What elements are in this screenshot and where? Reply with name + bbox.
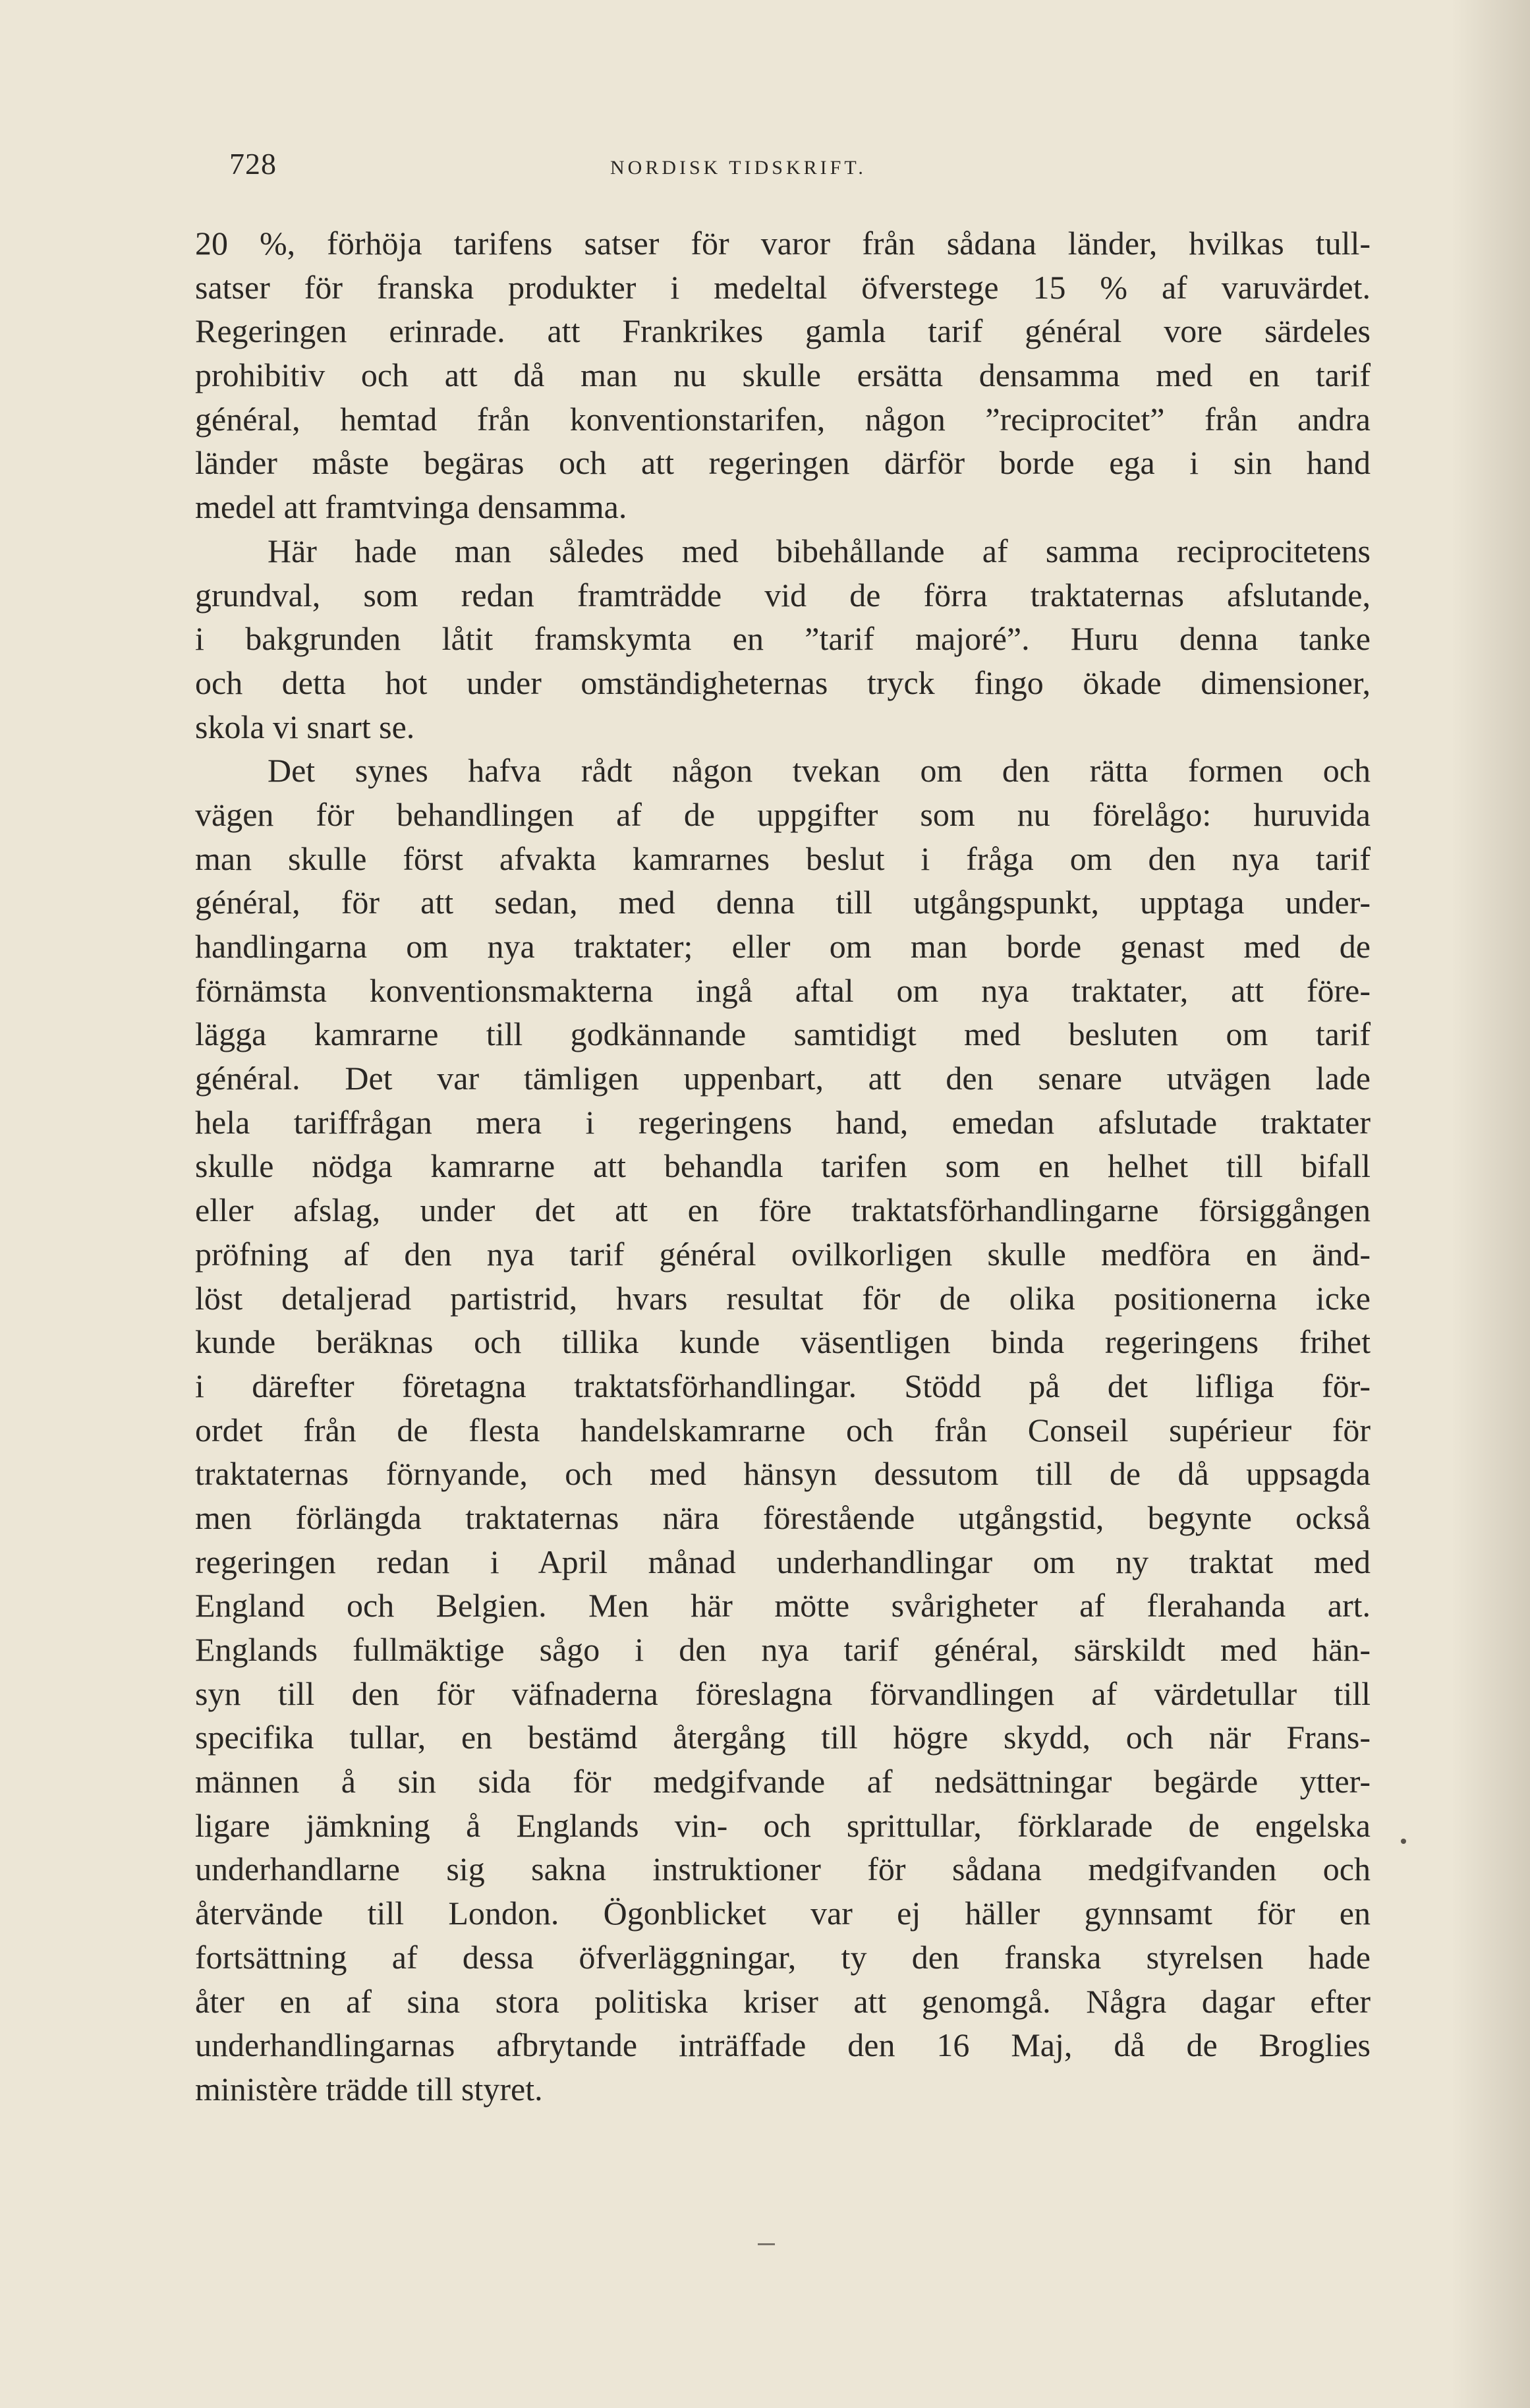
text-line: ordet från de flesta handelskamrarne och från Conseil supérieur för (195, 1411, 1371, 1448)
text-line: skulle nödga kamrarne att behandla tarifen som en helhet till bifall (195, 1147, 1371, 1185)
text-line: handlingarna om nya traktater; eller om man borde genast med de (195, 928, 1371, 965)
text-line: men förlängda traktaternas nära förestående utgångstid, begynte också (195, 1499, 1371, 1536)
text-line-last: ministère trädde till styret. (195, 2070, 543, 2107)
text-line: underhandlingarnas afbrytande inträffade den 16 Maj, då de Broglies (195, 2026, 1371, 2064)
body-text (195, 221, 1371, 2111)
text-line: man skulle först afvakta kamrarnes beslut i fråga om den nya tarif (195, 840, 1371, 877)
text-line: förnämsta konventionsmakterna ingå aftal om nya traktater, att före- (195, 971, 1371, 1009)
text-line: Englands fullmäktige sågo i den nya tarif général, särskildt med hän- (195, 1631, 1371, 1668)
page-edge-shadow (1451, 0, 1530, 2408)
text-line-last: skola vi snart se. (195, 708, 415, 745)
text-line: i bakgrunden låtit framskymta en ”tarif majoré”. Huru denna tanke (195, 620, 1371, 658)
text-line: specifika tullar, en bestämd återgång till högre skydd, och när Frans- (195, 1719, 1371, 1756)
text-line-last: medel att framtvinga densamma. (195, 488, 627, 526)
running-head (195, 146, 1368, 192)
text-line: général. Det var tämligen uppenbart, att den senare utvägen lade (195, 1060, 1371, 1097)
text-line: England och Belgien. Men här mötte svårigheter af flerahanda art. (195, 1587, 1371, 1624)
text-line: vägen för behandlingen af de uppgifter som nu förelågo: huruvida (195, 795, 1371, 833)
text-line: Regeringen erinrade. att Frankrikes gamla tarif général vore särdeles (195, 312, 1371, 350)
paragraph-start: Här hade man således med bibehållande af samma reciprocitetens (268, 532, 1371, 569)
journal-title: NORDISK TIDSKRIFT. (610, 157, 866, 179)
text-line: satser för franska produkter i medeltal öfverstege 15 % af varuvärdet. (195, 268, 1371, 306)
text-line: och detta hot under omständigheternas tryck fingo ökade dimensioner, (195, 664, 1371, 701)
text-line: länder måste begäras och att regeringen därför borde ega i sin hand (195, 444, 1371, 482)
margin-ink-dot (1401, 1839, 1406, 1844)
text-line: återvände till London. Ögonblicket var ej häller gynnsamt för en (195, 1895, 1371, 1932)
text-line: lägga kamrarne till godkännande samtidigt med besluten om tarif (195, 1016, 1371, 1053)
bottom-dash-mark (758, 2243, 775, 2245)
text-line: underhandlarne sig sakna instruktioner för sådana medgifvanden och (195, 1850, 1371, 1888)
text-line: männen å sin sida för medgifvande af nedsättningar begärde ytter- (195, 1763, 1371, 1800)
page-number: 728 (229, 147, 277, 181)
text-line: grundval, som redan framträdde vid de förra traktaternas afslutande, (195, 576, 1371, 614)
text-line: åter en af sina stora politiska kriser att genomgå. Några dagar efter (195, 1982, 1371, 2020)
text-line: kunde beräknas och tillika kunde väsentligen binda regeringens frihet (195, 1323, 1371, 1361)
text-line: 20 %, förhöja tarifens satser för varor från sådana länder, hvilkas tull- (195, 225, 1371, 262)
text-line: hela tariffrågan mera i regeringens hand, emedan afslutade traktater (195, 1103, 1371, 1141)
text-line: traktaternas förnyande, och med hänsyn dessutom till de då uppsagda (195, 1455, 1371, 1493)
text-line: pröfning af den nya tarif général ovilkorligen skulle medföra en änd- (195, 1235, 1371, 1273)
text-line: général, för att sedan, med denna till utgångspunkt, upptaga under- (195, 884, 1371, 921)
text-line: général, hemtad från konventionstarifen, någon ”reciprocitet” från andra (195, 400, 1371, 438)
text-line: eller afslag, under det att en före traktatsförhandlingarne försiggången (195, 1191, 1371, 1229)
text-line: syn till den för väfnaderna föreslagna förvandlingen af värdetullar till (195, 1675, 1371, 1712)
text-line: i därefter företagna traktatsförhandlingar. Stödd på det lifliga för- (195, 1367, 1371, 1404)
text-line: regeringen redan i April månad underhandlingar om ny traktat med (195, 1543, 1371, 1580)
text-line: ligare jämkning å Englands vin- och sprittullar, förklarade de engelska (195, 1806, 1371, 1844)
text-line: prohibitiv och att då man nu skulle ersätta densamma med en tarif (195, 357, 1371, 394)
paragraph-start: Det synes hafva rådt någon tvekan om den rätta formen och (268, 752, 1371, 789)
text-line: löst detaljerad partistrid, hvars resultat för de olika positionerna icke (195, 1279, 1371, 1317)
text-line: fortsättning af dessa öfverläggningar, ty den franska styrelsen hade (195, 1938, 1371, 1976)
